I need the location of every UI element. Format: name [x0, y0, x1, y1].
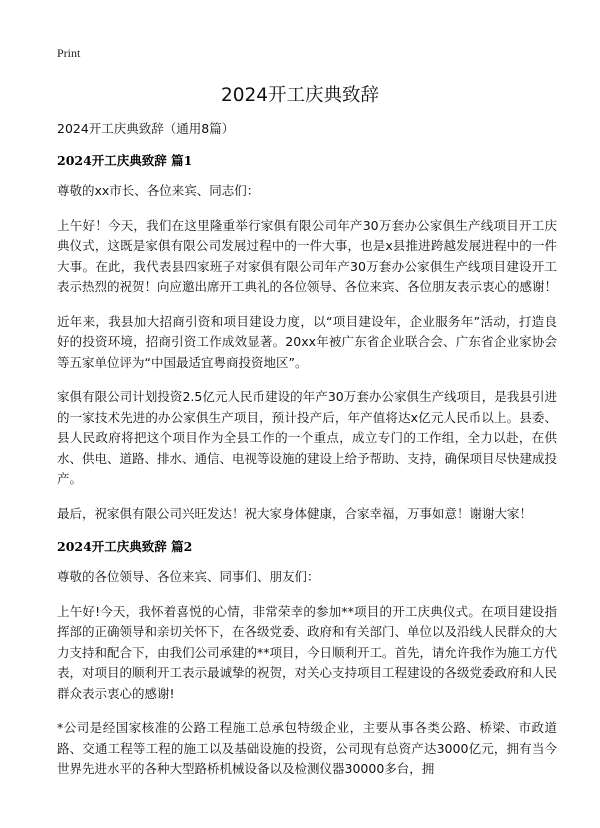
document-subtitle: 2024开工庆典致辞（通用8篇） — [57, 121, 235, 136]
paragraph: 家俱有限公司计划投资2.5亿元人民币建设的年产30万套办公家俱生产线项目，是我县引进的一家技术先进的办公家俱生产项目，预计投产后，年产值将达x亿元人民币以上。县委、县人民政府将把这个项目作为全县工作的一个重点，成立专门的工作组，全力以赴，在供水、供电、道路、排水、通信、电视等设施的建设上给予帮助、支持，确保项目尽快建成投产。 — [57, 389, 558, 486]
paragraph: 尊敬的各位领导、各位来宾、同事们、朋友们： — [57, 569, 320, 584]
paragraph: 最后，祝家俱有限公司兴旺发达！祝大家身体健康，合家幸福，万事如意！谢谢大家！ — [57, 505, 533, 521]
paragraph: 上午好！今天，我们在这里隆重举行家俱有限公司年产30万套办公家俱生产线项目开工庆典仪式，这既是家俱有限公司发展过程中的一件大事，也是x县推进跨越发展进程中的一件大事。在此，我代表县四家班子对家俱有限公司年产30万套办公家俱生产线项目建设开工表示热烈的祝贺！向应邀出席开工典礼的各位领导、各位来宾、各位朋友表示衷心的感谢！ — [57, 217, 558, 294]
paragraph: 近年来，我县加大招商引资和项目建设力度，以“项目建设年，企业服务年”活动，打造良好的投资环境，招商引资工作成效显著。20xx年被广东省企业联合会、广东省企业家协会等五家单位评为“中国最适宜粤商投资地区”。 — [57, 313, 557, 370]
section-heading: 2024开工庆典致辞 篇1 — [57, 153, 193, 168]
section-heading: 2024开工庆典致辞 篇2 — [57, 539, 193, 554]
paragraph: 上午好!今天，我怀着喜悦的心情，非常荣幸的参加**项目的开工庆典仪式。在项目建设指挥部的正确领导和亲切关怀下，在各级党委、政府和有关部门、单位以及沿线人民群众的大力支持和配合下，由我们公司承建的**项目，今日顺利开工。首先，请允许我作为施工方代表，对项目的顺利开工表示最诚挚的祝贺，对关心支持项目工程建设的各级党委政府和人民群众表示衷心的感谢! — [57, 603, 558, 701]
section-1 — [57, 152, 557, 524]
document-body — [57, 120, 557, 794]
paragraph: *公司是经国家核准的公路工程施工总承包特级企业，主要从事各类公路、桥梁、市政道路、交通工程等工程的施工以及基础设施的投资，公司现有总资产达3000亿元，拥有当今世界先进水平的各种大型路桥机械设备以及检测仪器30000多台，拥 — [57, 720, 557, 776]
page-title: 2024开工庆典致辞 — [220, 85, 380, 106]
section-2 — [57, 538, 557, 780]
print-link[interactable]: Print — [57, 46, 81, 60]
paragraph: 尊敬的xx市长、各位来宾、同志们： — [57, 183, 260, 198]
